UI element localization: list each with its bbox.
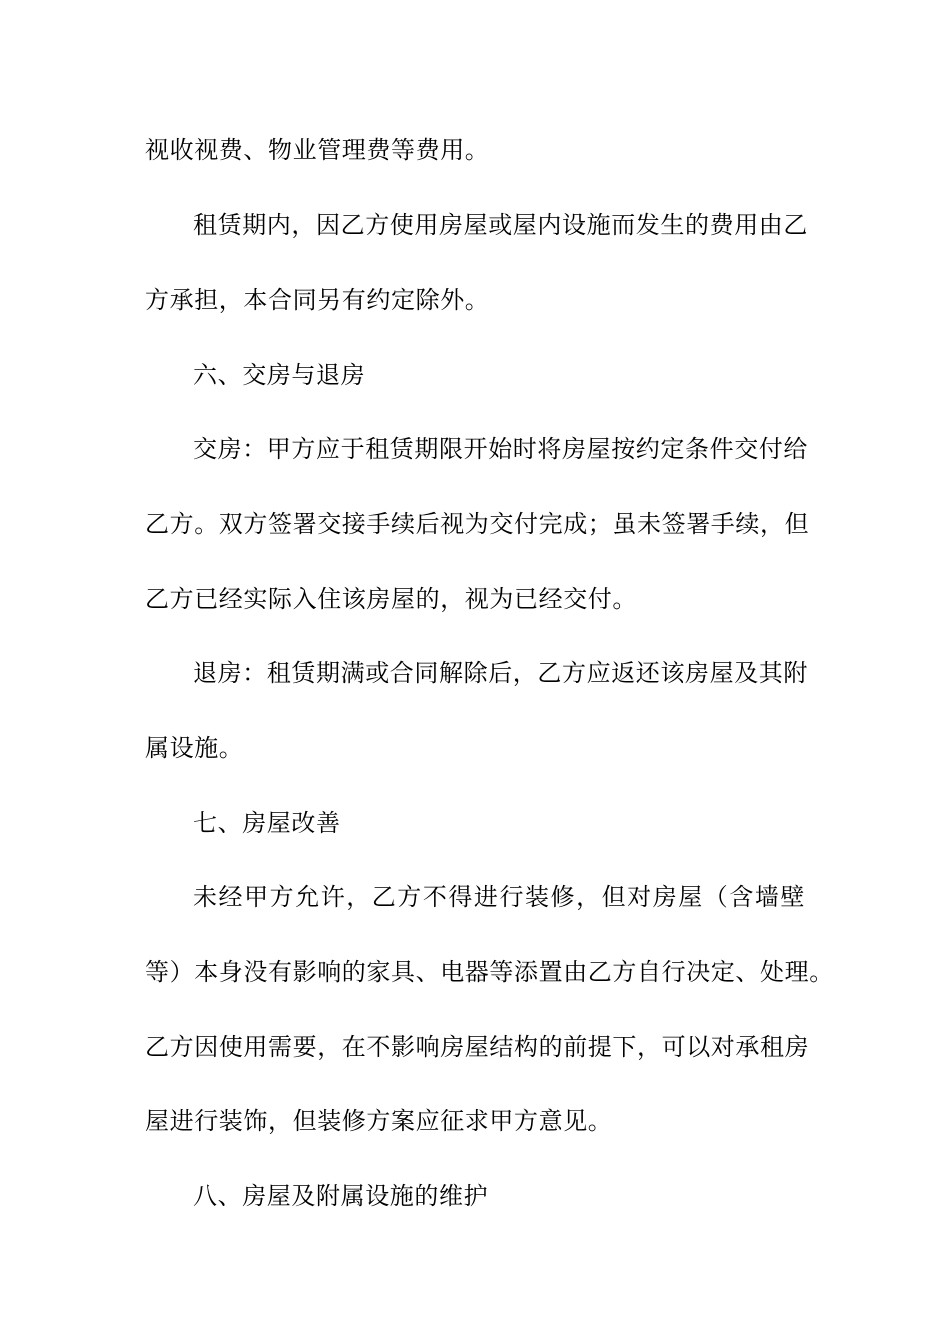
paragraph-line: 乙方。双方签署交接手续后视为交付完成；虽未签署手续，但 bbox=[145, 510, 810, 538]
paragraph-line: 乙方因使用需要，在不影响房屋结构的前提下，可以对承租房 bbox=[145, 1033, 810, 1061]
paragraph-line: 视收视费、物业管理费等费用。 bbox=[145, 136, 490, 164]
paragraph-line: 属设施。 bbox=[145, 734, 244, 762]
paragraph-line: 租赁期内，因乙方使用房屋或屋内设施而发生的费用由乙 bbox=[193, 211, 808, 239]
paragraph-line: 乙方已经实际入住该房屋的，视为已经交付。 bbox=[145, 585, 637, 613]
paragraph-line: 退房：租赁期满或合同解除后，乙方应返还该房屋及其附 bbox=[193, 659, 808, 687]
section-heading: 六、交房与退房 bbox=[193, 361, 366, 389]
paragraph-line: 交房：甲方应于租赁期限开始时将房屋按约定条件交付给 bbox=[193, 435, 808, 463]
section-heading: 七、房屋改善 bbox=[193, 809, 341, 837]
paragraph-line: 方承担，本合同另有约定除外。 bbox=[145, 286, 490, 314]
paragraph-line: 等）本身没有影响的家具、电器等添置由乙方自行决定、处理。 bbox=[145, 958, 834, 986]
paragraph-line: 屋进行装饰，但装修方案应征求甲方意见。 bbox=[145, 1107, 613, 1135]
paragraph-line: 未经甲方允许，乙方不得进行装修，但对房屋（含墙壁 bbox=[193, 883, 805, 911]
section-heading: 八、房屋及附属设施的维护 bbox=[193, 1182, 489, 1210]
